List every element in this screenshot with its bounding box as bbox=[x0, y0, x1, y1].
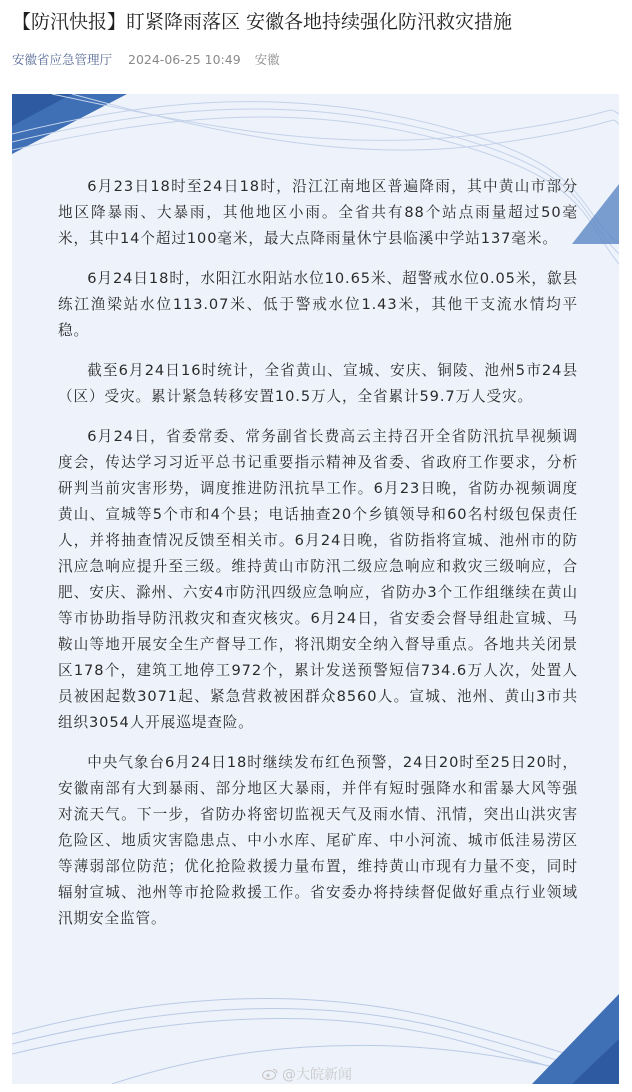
watermark-text: @大皖新闻 bbox=[282, 1067, 352, 1083]
paragraph-rainfall: 6月23日18时至24日18时，沿江江南地区普遍降雨，其中黄山市部分地区降暴雨、大暴雨，其他地区小雨。全省共有88个站点雨量超过50毫米，其中14个超过100毫米，最大点降雨量休宁县临溪中学站137毫米。 bbox=[58, 178, 578, 247]
article-meta bbox=[12, 50, 280, 68]
watermark bbox=[262, 1064, 352, 1084]
weibo-icon bbox=[262, 1068, 278, 1080]
article-source-link[interactable]: 安徽省应急管理厅 bbox=[12, 52, 113, 67]
article-image-card bbox=[12, 94, 619, 1084]
article-location: 安徽 bbox=[254, 52, 280, 67]
paragraph-disaster-stats: 截至6月24日16时统计，全省黄山、宣城、安庆、铜陵、池州5市24县（区）受灾。累计紧急转移安置10.5万人，全省累计59.7万人受灾。 bbox=[58, 362, 578, 405]
paragraph-water-level: 6月24日18时，水阳江水阳站水位10.65米、超警戒水位0.05米，歙县练江渔梁站水位113.07米、低于警戒水位1.43米，其他干支流水情均平稳。 bbox=[58, 270, 578, 339]
article-body bbox=[58, 174, 578, 946]
article-title: 【防汛快报】盯紧降雨落区 安徽各地持续强化防汛救灾措施 bbox=[12, 11, 513, 33]
paragraph-forecast: 中央气象台6月24日18时继续发布红色预警，24日20时至25日20时，安徽南部有大到暴雨、部分地区大暴雨，并伴有短时强降水和雷暴大风等强对流天气。下一步，省防办将密切监视天气及雨水情、汛情，突出山洪灾害危险区、地质灾害隐患点、中小水库、尾矿库、中小河流、城市低洼易涝区等薄弱部位防范；优化抢险救援力量布置，维持黄山市现有力量不变，同时辐射宣城、池州等市抢险救援工作。省安委办将持续督促做好重点行业领域汛期安全监管。 bbox=[58, 754, 578, 927]
article-date: 2024-06-25 10:49 bbox=[128, 52, 241, 67]
paragraph-response-measures: 6月24日，省委常委、常务副省长费高云主持召开全省防汛抗旱视频调度会，传达学习习近平总书记重要指示精神及省委、省政府工作要求，分析研判当前灾害形势，调度推进防汛抗旱工作。6月23日晚，省防办视频调度黄山、宣城等5个市和4个县；电话抽查20个乡镇领导和60名村级包保责任人，并将抽查情况反馈至相关市。6月24日晚，省防指将宣城、池州市的防汛应急响应提升至三级。维持黄山市防汛二级应急响应和救灾三级响应，合肥、安庆、滁州、六安4市防汛四级应急响应，省防办3个工作组继续在黄山等市协助指导防汛救灾和查灾核灾。6月24日，省安委会督导组赴宣城、马鞍山等地开展安全生产督导工作，将汛期安全纳入督导重点。各地共关闭景区178个，建筑工地停工972个，累计发送预警短信734.6万人次，处置人员被困起数3071起、紧急营救被困群众8560人。宣城、池州、黄山3市共组织3054人开展巡堤查险。 bbox=[58, 428, 578, 731]
